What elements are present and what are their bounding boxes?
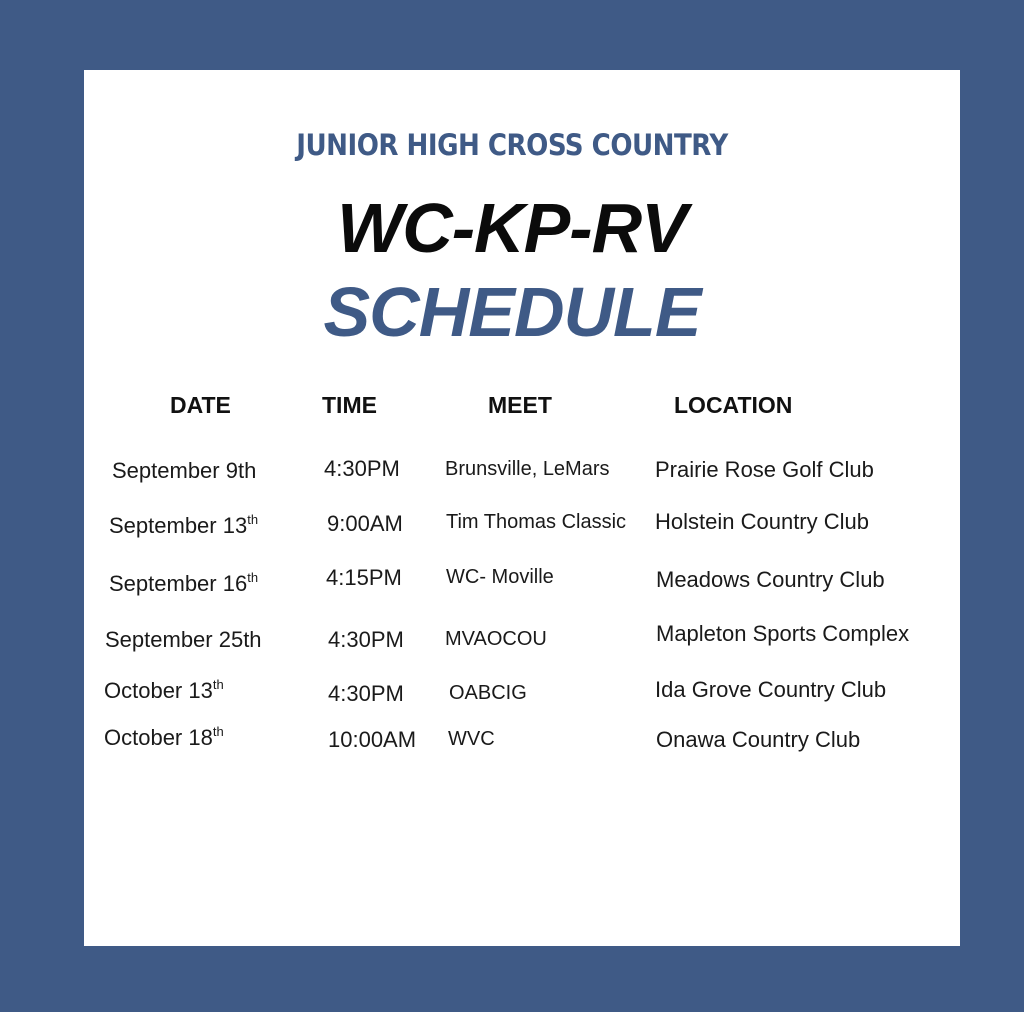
row-meet: Tim Thomas Classic — [446, 511, 627, 533]
row-meet: MVAOCOU — [445, 628, 547, 650]
row-time: 4:30PM — [324, 456, 400, 481]
team-title: WC-KP-RV — [337, 189, 687, 267]
row-location: Meadows Country Club — [656, 567, 885, 592]
row-time: 9:00AM — [327, 511, 403, 536]
row-location: Holstein Country Club — [655, 509, 869, 534]
row-date: September 9th — [112, 458, 257, 483]
row-location: Onawa Country Club — [656, 727, 861, 752]
row-date: September 25th — [105, 627, 262, 652]
column-header-date: DATE — [170, 392, 231, 418]
row-meet: OABCIG — [449, 682, 527, 704]
row-time: 4:30PM — [328, 627, 404, 652]
row-date: September 13th — [109, 512, 259, 538]
row-location: Mapleton Sports Complex — [656, 621, 910, 646]
row-meet: Brunsville, LeMars — [445, 458, 610, 480]
row-date: October 13th — [104, 677, 224, 703]
row-time: 4:15PM — [326, 565, 402, 590]
schedule-heading: SCHEDULE — [323, 273, 701, 351]
row-date: September 16th — [109, 570, 259, 596]
column-header-location: LOCATION — [674, 392, 793, 418]
row-time: 4:30PM — [328, 681, 404, 706]
column-header-meet: MEET — [488, 392, 552, 418]
row-date: October 18th — [104, 724, 224, 750]
column-header-time: TIME — [322, 392, 377, 418]
row-location: Ida Grove Country Club — [655, 677, 887, 702]
page-subtitle: JUNIOR HIGH CROSS COUNTRY — [296, 128, 728, 162]
row-meet: WC- Moville — [446, 566, 554, 588]
row-meet: WVC — [448, 728, 495, 750]
row-location: Prairie Rose Golf Club — [655, 457, 874, 482]
row-time: 10:00AM — [328, 727, 417, 752]
